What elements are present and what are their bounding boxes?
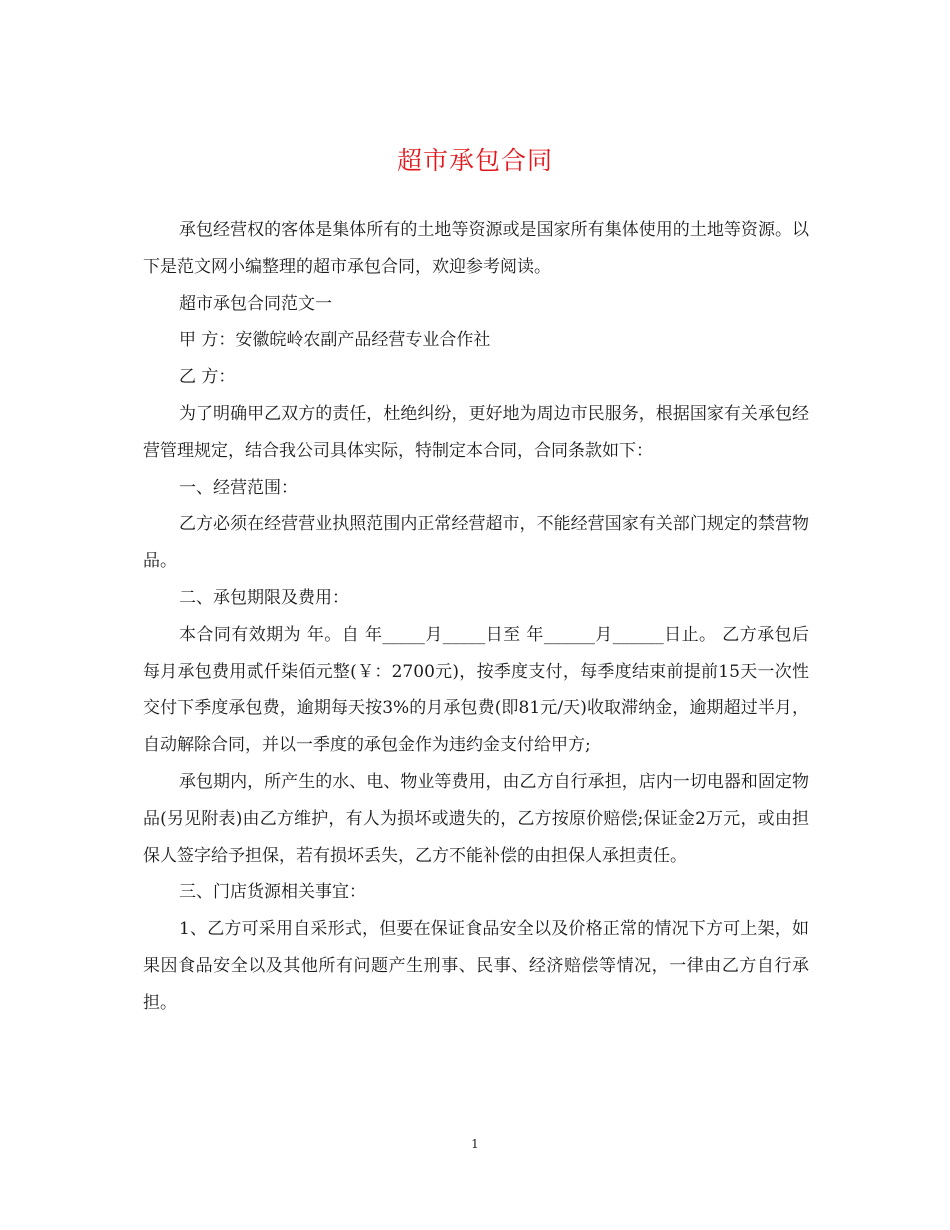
- paragraph-sample-heading: 超市承包合同范文一: [179, 293, 332, 314]
- paragraph-party-a: 甲 方：安徽皖岭农副产品经营专业合作社: [179, 330, 491, 351]
- document-title: 超市承包合同: [396, 146, 553, 175]
- page-number: 1: [471, 1137, 479, 1151]
- paragraph-expenses: 承包期内，所产生的水、电、物业等费用，由乙方自行承担，店内一切电器和固定物品(另见附表)由乙方维护，有人为损坏或遗失的，乙方按原价赔偿;保证金2万元，或由担保人签字给予担保，若有损坏丢失，乙方不能补偿的由担保人承担责任。: [143, 771, 809, 866]
- paragraph-party-b: 乙 方：: [179, 367, 236, 388]
- section-heading-supply: 三、门店货源相关事宜：: [179, 882, 366, 903]
- paragraph-intro: 承包经营权的客体是集体所有的土地等资源或是国家所有集体使用的土地等资源。以下是范文网小编整理的超市承包合同，欢迎参考阅读。: [143, 220, 809, 277]
- paragraph-scope: 乙方必须在经营营业执照范围内正常经营超市，不能经营国家有关部门规定的禁营物品。: [143, 514, 809, 572]
- paragraph-term-fees: 本合同有效期为 年。自 年_____月_____日至 年______月______日止。 乙方承包后每月承包费用贰仟柒佰元整(￥：2700元)，按季度支付，每季度结束前提前15天一次性交付下季度承包费，逾期每天按3%的月承包费(即81元/天)收取滞纳金，逾期超过半月，自动解除合同，并以一季度的承包金作为违约金支付给甲方;: [143, 624, 809, 756]
- paragraph-purpose: 为了明确甲乙双方的责任，杜绝纠纷，更好地为周边市民服务，根据国家有关承包经营管理规定，结合我公司具体实际，特制定本合同，合同条款如下：: [143, 403, 809, 461]
- paragraph-supply: 1、乙方可采用自采形式，但要在保证食品安全以及价格正常的情况下方可上架，如果因食品安全以及其他所有问题产生刑事、民事、经济赔偿等情况，一律由乙方自行承担。: [143, 919, 809, 1013]
- document-body: [143, 212, 809, 1022]
- section-heading-scope: 一、经营范围：: [179, 477, 298, 498]
- section-heading-term-fees: 二、承包期限及费用：: [179, 587, 349, 608]
